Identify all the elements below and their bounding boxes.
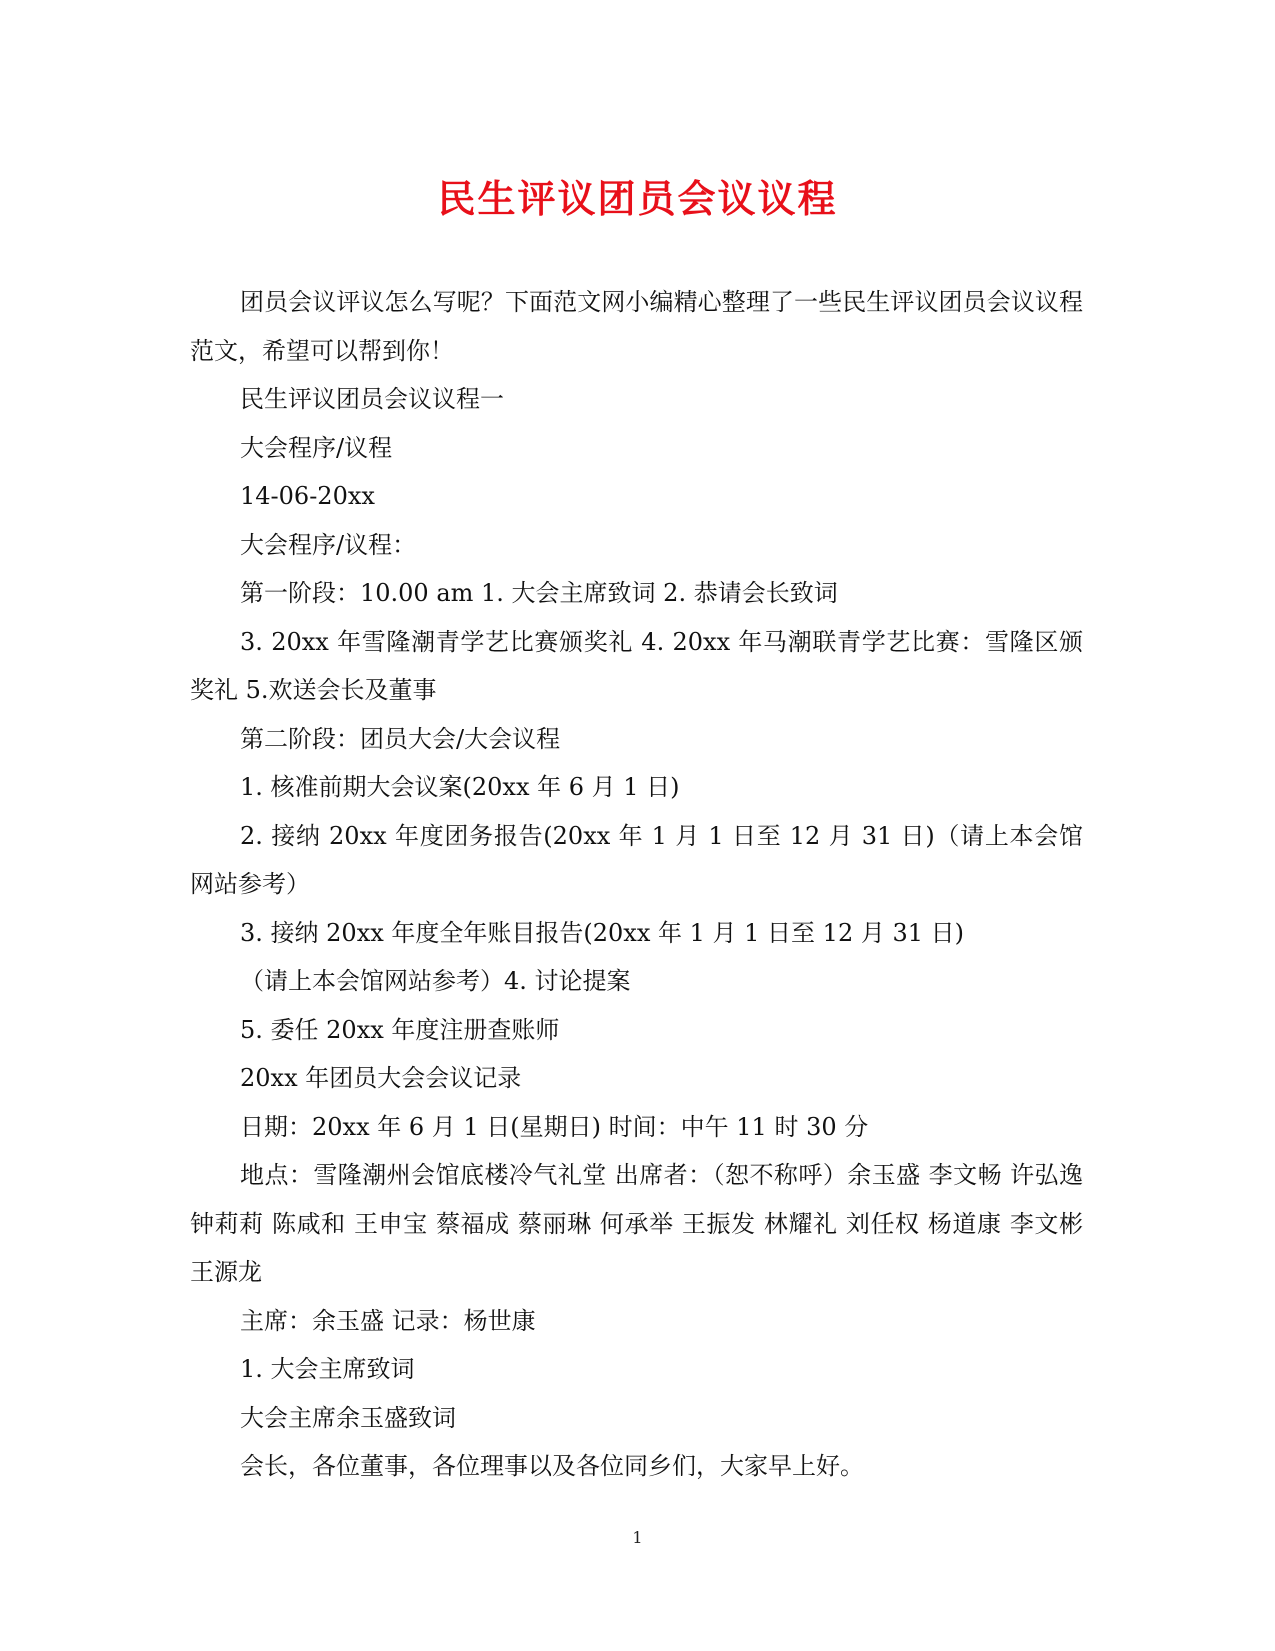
paragraph-intro: 团员会议评议怎么写呢？下面范文网小编精心整理了一些民生评议团员会议议程范文，希望可以帮到你！ (190, 288, 1083, 365)
paragraph-chair-address-title: 大会主席余玉盛致词 (240, 1403, 456, 1432)
paragraph-greeting: 会长，各位董事，各位理事以及各位同乡们，大家早上好。 (240, 1452, 864, 1480)
paragraph-chair-recorder: 主席：余玉盛 记录：杨世康 (240, 1306, 536, 1335)
paragraph-stage-one: 第一阶段：10.00 am 1. 大会主席致词 2. 恭请会长致词 (240, 579, 838, 607)
document-body (190, 278, 1083, 1491)
paragraph-program-label: 大会程序/议程： (240, 530, 417, 559)
paragraph-item-2: 2. 接纳 20xx 年度团务报告(20xx 年 1 月 1 日至 12 月 31 日)（请上本会馆网站参考） (190, 821, 1083, 898)
paragraph-minutes-title: 20xx 年团员大会会议记录 (240, 1064, 522, 1092)
paragraph-date-time: 日期：20xx 年 6 月 1 日(星期日) 时间：中午 11 时 30 分 (240, 1112, 869, 1141)
paragraph-agenda-heading: 民生评议团员会议议程一 (240, 385, 504, 413)
document-title: 民生评议团员会议议程 (437, 176, 838, 221)
paragraph-item-3: 3. 接纳 20xx 年度全年账目报告(20xx 年 1 月 1 日至 12 月 31 日) (240, 918, 965, 947)
paragraph-chair-address-item: 1. 大会主席致词 (240, 1355, 415, 1383)
paragraph-date: 14-06-20xx (240, 482, 375, 510)
page-number: 1 (632, 1528, 643, 1547)
paragraph-item-5: 5. 委任 20xx 年度注册查账师 (240, 1015, 560, 1044)
paragraph-stage-two: 第二阶段：团员大会/大会议程 (240, 724, 561, 753)
paragraph-item-3-note: （请上本会馆网站参考）4. 讨论提案 (240, 967, 631, 995)
paragraph-item-1: 1. 核准前期大会议案(20xx 年 6 月 1 日) (240, 773, 680, 801)
paragraph-venue-attendees: 地点：雪隆潮州会馆底楼冷气礼堂 出席者：（恕不称呼）余玉盛 李文畅 许弘逸 钟莉莉 陈咸和 王申宝 蔡福成 蔡丽琳 何承举 王振发 林耀礼 刘任权 杨道康 李文彬 王源龙 (190, 1161, 1083, 1286)
paragraph-awards: 3. 20xx 年雪隆潮青学艺比赛颁奖礼 4. 20xx 年马潮联青学艺比赛：雪隆区颁奖礼 5.欢送会长及董事 (190, 627, 1083, 704)
paragraph-program-title: 大会程序/议程 (240, 433, 393, 462)
